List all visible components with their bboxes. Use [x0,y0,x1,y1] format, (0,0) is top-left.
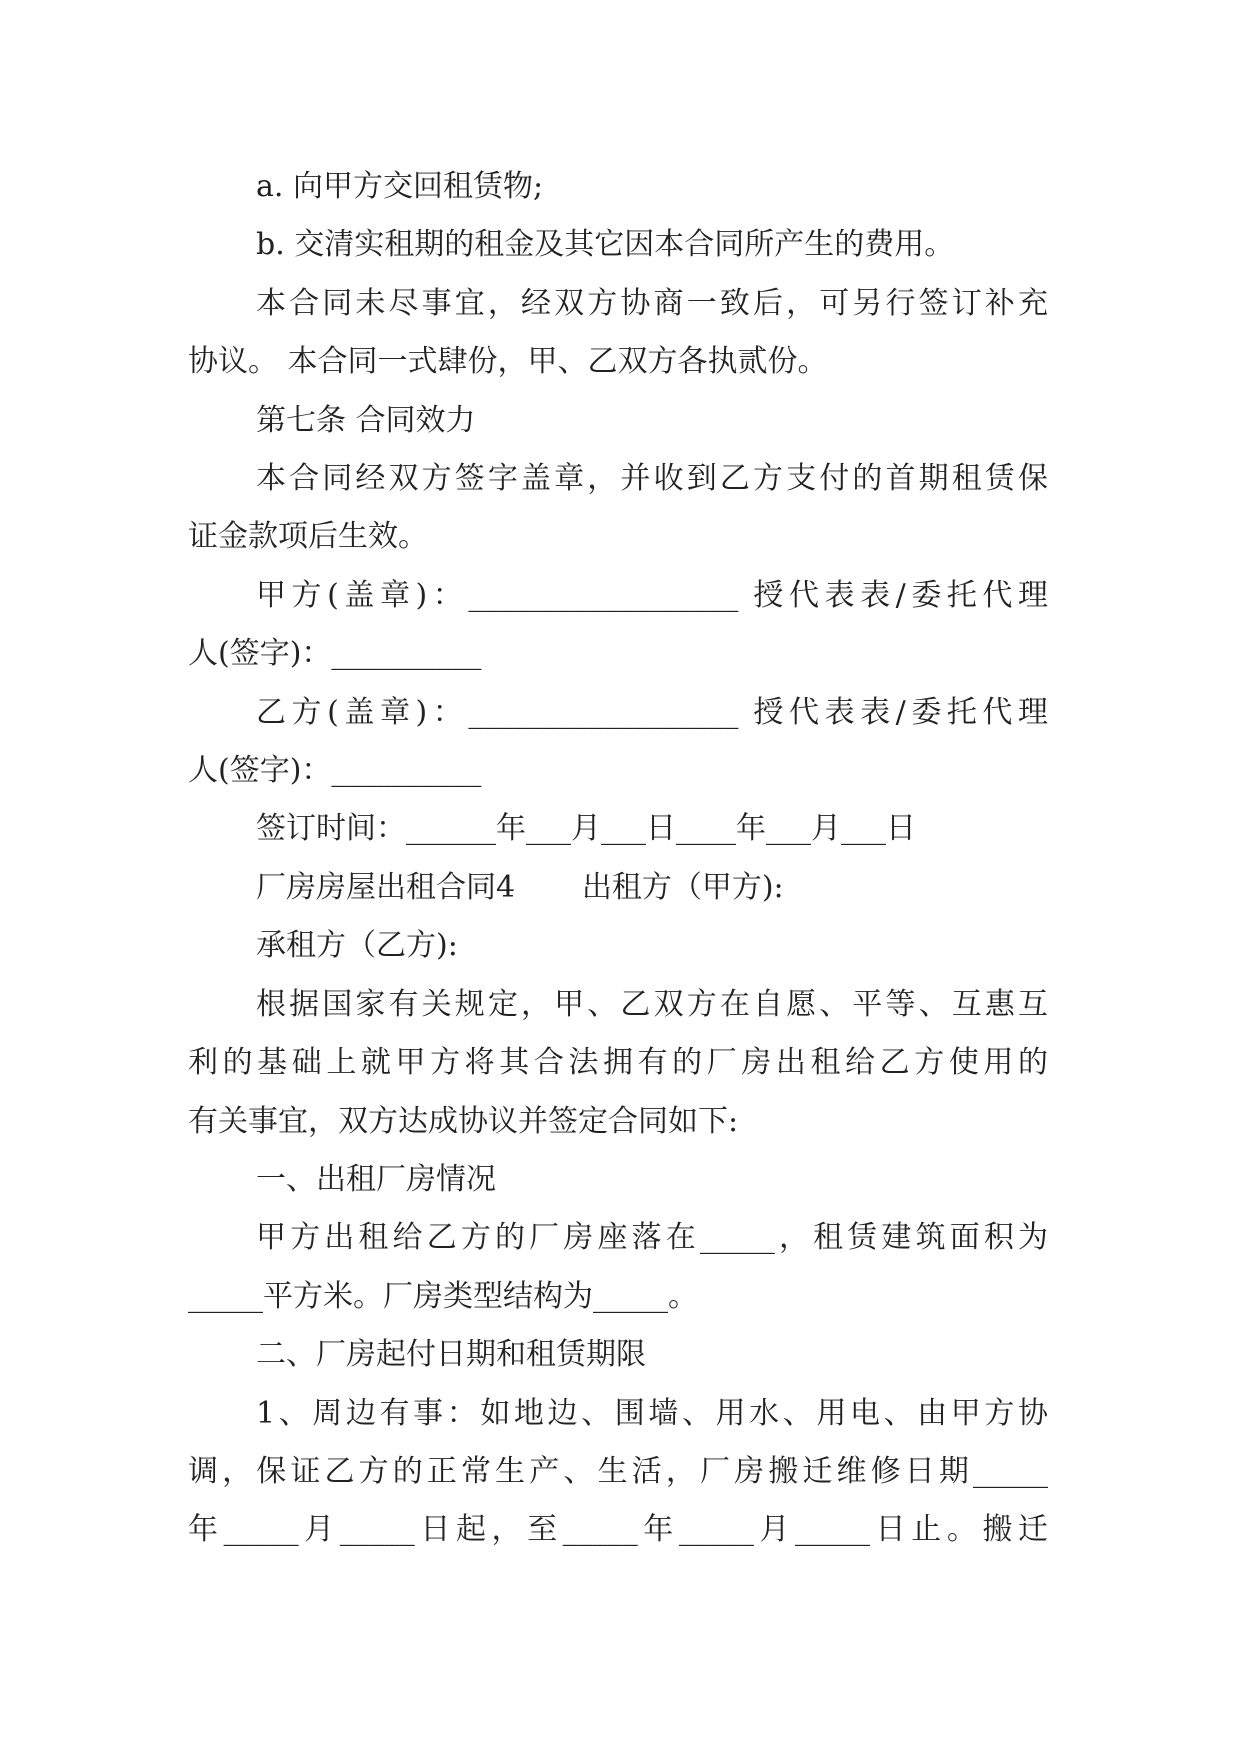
text-line: 协议。 本合同一式肆份，甲、乙双方各执贰份。 [188,344,828,380]
section-heading: 一、出租厂房情况 [256,1161,496,1197]
text-line: 利的基础上就甲方将其合法拥有的厂房出租给乙方使用的 [188,1045,1048,1081]
contract-title-line: 厂房房屋出租合同4 出租方（甲方): [256,869,784,905]
text-line: 1、周边有事：如地边、围墙、用水、用电、由甲方协 [256,1395,1048,1431]
text-line: 甲方出租给乙方的厂房座落在_____，租赁建筑面积为 [256,1220,1048,1256]
document-body [188,158,1048,1560]
text-line: 本合同经双方签字盖章，并收到乙方支付的首期租赁保 [256,461,1048,497]
text-line: b. 交清实租期的租金及其它因本合同所产生的费用。 [256,227,955,263]
text-line: 年_____月_____日起，至_____年_____月_____日止。搬迁 [188,1512,1048,1548]
lessee-line: 承租方（乙方): [256,928,458,964]
signature-line-party-b-agent: 人(签字)：__________ [188,753,482,789]
signature-line-party-a-agent: 人(签字)：__________ [188,636,482,672]
section-heading: 第七条 合同效力 [256,402,476,438]
text-line: 有关事宜，双方达成协议并签定合同如下: [188,1103,739,1139]
text-line: a. 向甲方交回租赁物; [256,169,544,204]
signing-date-line: 签订时间：______年___月___日____年___月___日 [256,811,916,847]
signature-line-party-b: 乙方(盖章)：__________________ 授代表表/委托代理 [256,694,1048,730]
text-line: 调，保证乙方的正常生产、生活，厂房搬迁维修日期_____ [188,1453,1048,1489]
section-heading: 二、厂房起付日期和租赁期限 [256,1337,646,1373]
text-line: 本合同未尽事宜，经双方协商一致后，可另行签订补充 [256,285,1048,321]
text-line: 证金款项后生效。 [188,519,428,555]
signature-line-party-a: 甲方(盖章)：__________________ 授代表表/委托代理 [256,577,1048,613]
text-line: 根据国家有关规定，甲、乙双方在自愿、平等、互惠互 [256,986,1048,1022]
text-line: _____平方米。厂房类型结构为_____。 [188,1278,698,1314]
